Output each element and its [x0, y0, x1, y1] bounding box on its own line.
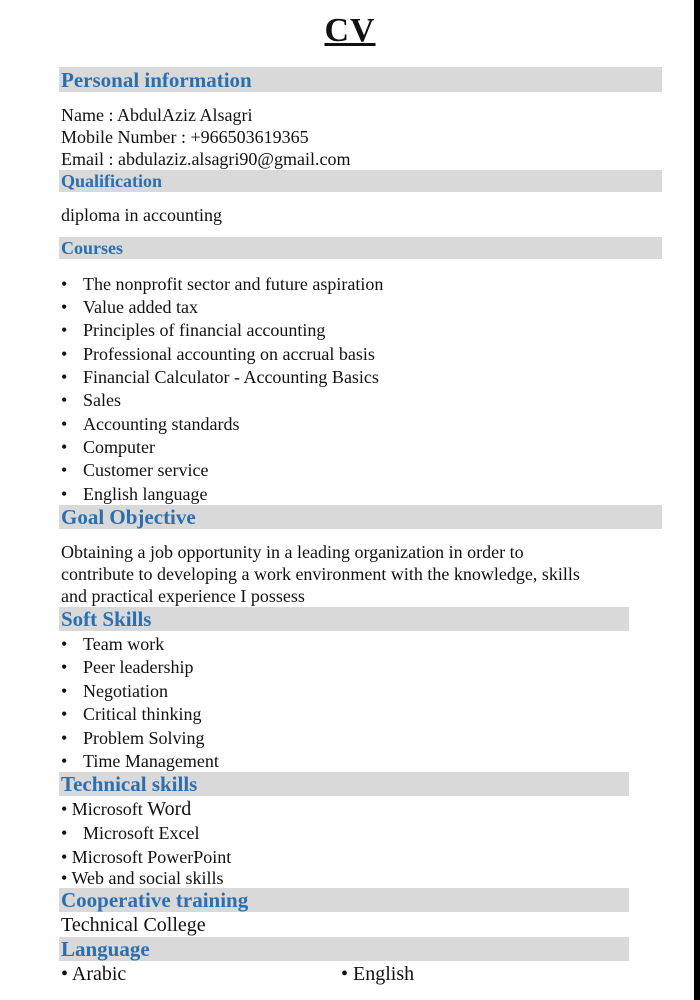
- coop-text: Technical College: [61, 914, 206, 936]
- qualification-text: diploma in accounting: [61, 205, 222, 225]
- section-header-courses: [59, 237, 662, 259]
- list-item: • Customer service: [61, 460, 209, 480]
- list-item: • Professional accounting on accrual basis: [61, 344, 375, 364]
- personal-name: Name : AbdulAziz Alsagri: [61, 105, 253, 125]
- list-item: • Microsoft Excel: [61, 823, 200, 843]
- tech-web: • Web and social skills: [61, 868, 224, 888]
- tech-powerpoint: • Microsoft PowerPoint: [61, 847, 232, 867]
- section-title-courses: Courses: [61, 238, 123, 258]
- section-header-personal: [59, 67, 662, 92]
- document-title: CV: [324, 12, 376, 49]
- goal-line-3: and practical experience I possess: [61, 586, 305, 606]
- goal-line-1: Obtaining a job opportunity in a leading organization in order to: [61, 542, 524, 562]
- section-header-coop: [59, 888, 629, 912]
- list-item: • Time Management: [61, 751, 219, 771]
- section-header-qualification: [59, 170, 662, 192]
- section-title-language: Language: [61, 937, 150, 961]
- list-item: • Negotiation: [61, 681, 168, 701]
- list-item: • Team work: [61, 634, 165, 654]
- section-title-soft-skills: Soft Skills: [61, 607, 152, 631]
- section-title-technical: Technical skills: [61, 772, 198, 796]
- section-title-qualification: Qualification: [61, 171, 163, 191]
- personal-mobile: Mobile Number : +966503619365: [61, 127, 309, 147]
- section-header-goal: [59, 505, 662, 529]
- personal-email: Email : abdulaziz.alsagri90@gmail.com: [61, 149, 351, 169]
- list-item: • Sales: [61, 390, 121, 410]
- language-arabic: • Arabic: [61, 963, 127, 985]
- list-item: • Problem Solving: [61, 728, 205, 748]
- tech-word: • Microsoft Word: [61, 798, 192, 820]
- section-title-goal: Goal Objective: [61, 505, 196, 529]
- list-item: • Value added tax: [61, 297, 198, 317]
- section-header-technical: [59, 772, 629, 796]
- language-english: • English: [341, 963, 415, 985]
- list-item: • Principles of financial accounting: [61, 320, 326, 340]
- list-item: • The nonprofit sector and future aspiration: [61, 274, 384, 294]
- list-item: • Financial Calculator - Accounting Basics: [61, 367, 379, 387]
- section-title-personal: Personal information: [61, 68, 252, 92]
- page-edge: [694, 0, 700, 1000]
- list-item: • Critical thinking: [61, 704, 202, 724]
- list-item: • Peer leadership: [61, 657, 194, 677]
- section-title-coop: Cooperative training: [61, 888, 249, 912]
- list-item: • Accounting standards: [61, 414, 240, 434]
- section-header-soft-skills: [59, 607, 629, 631]
- list-item: • Computer: [61, 437, 155, 457]
- goal-line-2: contribute to developing a work environment with the knowledge, skills: [61, 564, 580, 584]
- section-header-language: [59, 937, 629, 961]
- list-item: • English language: [61, 484, 208, 504]
